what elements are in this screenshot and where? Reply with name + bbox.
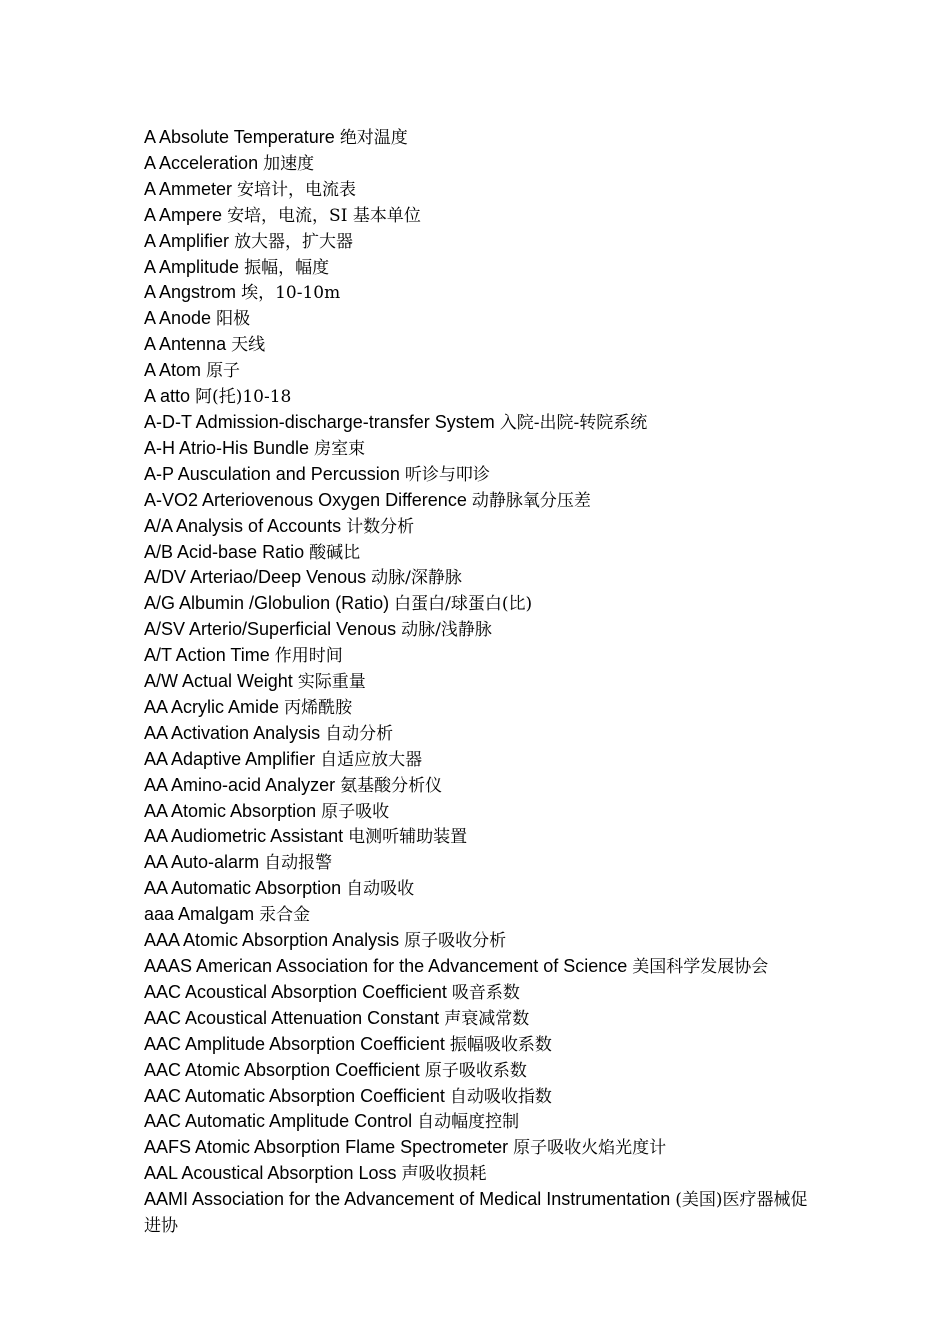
entry-meaning: 计数分析 [346,516,415,537]
glossary-entry [144,203,810,229]
entry-meaning: 自动分析 [325,723,394,744]
entry-term: AA Audiometric Assistant [144,826,344,847]
entry-meaning: 原子吸收 [321,801,390,822]
entry-term: A/B Acid-base Ratio [144,541,305,562]
entry-meaning: 自动吸收指数 [449,1086,552,1107]
entry-meaning: 天线 [231,335,266,356]
entry-meaning: 声吸收损耗 [401,1164,487,1185]
entry-term: A-P Ausculation and Percussion [144,463,400,484]
entry-meaning: 安培计，电流表 [237,179,357,200]
entry-meaning: 原子吸收系数 [424,1060,527,1081]
glossary-entry [144,280,810,306]
entry-meaning: 自动吸收 [346,879,415,900]
entry-term: AAAS American Association for the Advancement of Science [144,956,628,976]
entry-term: AA Amino-acid Analyzer [144,774,336,795]
glossary-entry [144,643,810,669]
glossary-entry [144,928,810,954]
glossary-entry [144,177,810,203]
entry-meaning: 声衰减常数 [444,1008,530,1029]
glossary-entry [144,540,810,566]
glossary-list [144,125,810,1239]
entry-term: AAC Automatic Absorption Coefficient [144,1085,445,1106]
entry-meaning: 房室束 [314,438,366,459]
entry-term: aaa Amalgam [144,904,255,925]
entry-meaning: 丙烯酰胺 [284,697,353,718]
entry-meaning: 听诊与叩诊 [404,464,490,485]
entry-term: A Anode [144,308,212,329]
entry-term: A/T Action Time [144,645,270,666]
glossary-entry [144,151,810,177]
entry-term: AAC Acoustical Absorption Coefficient [144,981,447,1002]
entry-meaning: 动静脉氧分压差 [471,490,591,511]
entry-meaning: 原子吸收分析 [404,931,507,952]
entry-term: A Amplitude [144,256,240,277]
entry-term: A Atom [144,360,202,381]
entry-meaning: 汞合金 [259,905,311,926]
glossary-entry [144,876,810,902]
glossary-entry [144,565,810,591]
entry-term: AA Automatic Absorption [144,878,342,899]
glossary-entry [144,695,810,721]
glossary-entry [144,1135,810,1161]
entry-term: AAMI Association for the Advancement of Medical Instrumentation [144,1189,671,1210]
glossary-entry [144,229,810,255]
entry-meaning: 氨基酸分析仪 [340,775,443,796]
entry-term: AAFS Atomic Absorption Flame Spectrometer [144,1137,509,1158]
glossary-entry [144,1058,810,1084]
glossary-entry [144,850,810,876]
entry-meaning: 美国科学发展协会 [632,957,769,977]
glossary-entry [144,980,810,1006]
entry-meaning: 实际重量 [297,672,366,693]
glossary-entry [144,902,810,928]
glossary-entry [144,824,810,850]
entry-meaning: (美国)医疗器械促进协 [144,1190,808,1237]
glossary-entry [144,332,810,358]
glossary-entry [144,799,810,825]
entry-term: A/A Analysis of Accounts [144,515,342,536]
entry-term: AA Adaptive Amplifier [144,748,316,769]
entry-meaning: 作用时间 [274,646,343,667]
glossary-entry [144,747,810,773]
entry-term: A-H Atrio-His Bundle [144,437,310,458]
entry-meaning: 自适应放大器 [320,749,423,770]
glossary-entry [144,462,810,488]
entry-term: A/G Albumin /Globulion (Ratio) [144,593,390,614]
glossary-entry [144,488,810,514]
glossary-entry [144,669,810,695]
entry-meaning: 自动幅度控制 [417,1112,520,1133]
glossary-entry [144,384,810,410]
entry-term: A Acceleration [144,152,259,173]
glossary-entry [144,1161,810,1187]
entry-meaning: 埃，10-10m [241,283,341,304]
glossary-entry [144,773,810,799]
entry-term: A Angstrom [144,282,237,303]
entry-term: AA Acrylic Amide [144,696,280,717]
entry-term: AA Auto-alarm [144,852,260,873]
entry-term: A Absolute Temperature [144,127,335,147]
glossary-entry [144,358,810,384]
entry-meaning: 吸音系数 [451,982,520,1003]
glossary-entry [144,721,810,747]
entry-term: A/DV Arteriao/Deep Venous [144,567,367,588]
glossary-entry [144,436,810,462]
glossary-entry [144,255,810,281]
entry-term: AA Atomic Absorption [144,800,317,821]
entry-meaning: 动脉/深静脉 [371,568,462,589]
entry-meaning: 原子吸收火焰光度计 [513,1138,667,1159]
entry-term: A atto [144,386,191,407]
entry-meaning: 原子 [206,361,241,382]
entry-meaning: 白蛋白/球蛋白(比) [394,594,533,615]
glossary-entry [144,617,810,643]
entry-term: A-VO2 Arteriovenous Oxygen Difference [144,489,467,510]
glossary-entry [144,1187,810,1239]
entry-meaning: 酸碱比 [309,542,361,563]
entry-term: A Ampere [144,204,223,225]
entry-meaning: 电测听辅助装置 [348,827,468,848]
glossary-entry [144,1084,810,1110]
entry-term: AAC Atomic Absorption Coefficient [144,1059,420,1080]
entry-term: A/SV Arterio/Superficial Venous [144,619,397,640]
glossary-entry [144,410,810,436]
entry-term: A-D-T Admission-discharge-transfer System [144,411,495,432]
glossary-entry [144,1006,810,1032]
glossary-entry [144,514,810,540]
entry-term: AAL Acoustical Absorption Loss [144,1163,397,1184]
entry-meaning: 振幅，幅度 [244,257,330,278]
glossary-entry [144,306,810,332]
entry-term: AAC Amplitude Absorption Coefficient [144,1033,445,1054]
entry-meaning: 振幅吸收系数 [449,1034,552,1055]
glossary-entry [144,1032,810,1058]
entry-term: AAA Atomic Absorption Analysis [144,930,400,951]
entry-term: A/W Actual Weight [144,671,293,692]
entry-term: AAC Acoustical Attenuation Constant [144,1007,440,1028]
entry-meaning: 绝对温度 [339,128,408,148]
glossary-entry [144,1109,810,1135]
entry-term: AA Activation Analysis [144,722,321,743]
entry-meaning: 安培，电流，SI 基本单位 [227,205,421,226]
entry-term: A Antenna [144,334,227,355]
glossary-entry [144,954,810,980]
entry-meaning: 阳极 [216,309,251,330]
entry-term: A Amplifier [144,230,230,251]
entry-meaning: 阿(托)10-18 [195,387,292,408]
entry-term: A Ammeter [144,178,233,199]
entry-meaning: 加速度 [263,153,315,174]
entry-meaning: 动脉/浅静脉 [401,620,492,641]
glossary-entry [144,591,810,617]
entry-meaning: 放大器，扩大器 [234,231,354,252]
entry-term: AAC Automatic Amplitude Control [144,1111,413,1132]
entry-meaning: 入院-出院-转院系统 [499,412,648,433]
entry-meaning: 自动报警 [264,853,333,874]
glossary-entry [144,125,810,151]
